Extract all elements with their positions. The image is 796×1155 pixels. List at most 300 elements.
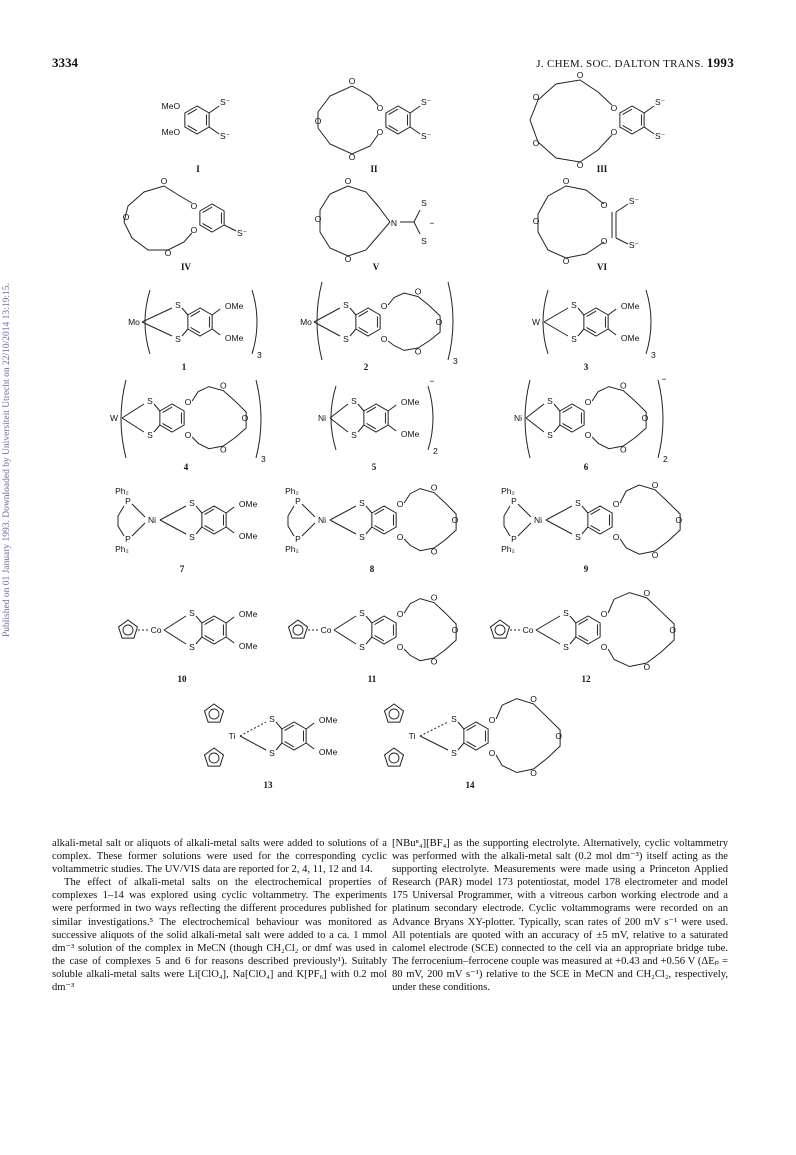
bond-line bbox=[526, 404, 544, 418]
bond-line bbox=[226, 637, 234, 643]
atom-label: O bbox=[396, 642, 404, 652]
bond-line bbox=[367, 407, 376, 412]
atom-label: S bbox=[359, 608, 365, 618]
bond-line bbox=[203, 223, 212, 228]
atom-label: − bbox=[429, 218, 435, 228]
bond-line bbox=[132, 504, 145, 517]
atom-label: S bbox=[269, 748, 275, 758]
atom-label: Ni bbox=[147, 515, 157, 525]
atom-label: S bbox=[343, 300, 349, 310]
atom-label: S⁻ bbox=[421, 131, 432, 141]
atom-label: O bbox=[651, 479, 659, 490]
bond-line bbox=[224, 225, 236, 231]
atom-label: N bbox=[390, 218, 398, 228]
atom-label: S bbox=[575, 532, 581, 542]
benzene-ring bbox=[620, 106, 644, 134]
bond-line bbox=[578, 329, 584, 336]
atom-label: S bbox=[351, 430, 357, 440]
atom-label: O bbox=[380, 334, 388, 344]
atom-label: Ph₂ bbox=[285, 486, 299, 496]
atom-label: 2 bbox=[663, 454, 668, 464]
atom-label: P bbox=[125, 496, 131, 506]
ring-chain bbox=[320, 186, 390, 256]
bond-line bbox=[536, 630, 560, 644]
atom-label: O bbox=[600, 609, 608, 619]
cyclopentadienyl-ring bbox=[389, 709, 399, 719]
atom-label: Co bbox=[522, 625, 534, 635]
atom-label: O bbox=[314, 116, 322, 126]
bracket bbox=[543, 290, 548, 354]
ring-chain bbox=[504, 506, 510, 536]
bond-line bbox=[389, 109, 398, 114]
atom-label: O bbox=[348, 76, 356, 86]
bond-line bbox=[160, 506, 186, 520]
bond-line bbox=[579, 619, 588, 624]
atom-label: S bbox=[269, 714, 275, 724]
atom-label: S bbox=[351, 396, 357, 406]
bond-line bbox=[570, 616, 576, 623]
compound-label: VI bbox=[596, 262, 608, 272]
atom-label: S bbox=[147, 396, 153, 406]
atom-label: O bbox=[190, 225, 198, 235]
compound-label: 7 bbox=[179, 564, 185, 574]
bond-line bbox=[526, 418, 544, 432]
atom-label: O bbox=[610, 103, 618, 113]
bond-line bbox=[205, 509, 214, 514]
bond-line bbox=[420, 722, 448, 736]
atom-label: O bbox=[600, 236, 608, 246]
ring-chain bbox=[118, 506, 124, 536]
ring-chain bbox=[288, 506, 294, 536]
atom-label: O bbox=[620, 380, 627, 391]
atom-label: S⁻ bbox=[655, 131, 666, 141]
bond-line bbox=[163, 407, 172, 412]
atom-label: S bbox=[175, 334, 181, 344]
bond-line bbox=[546, 506, 572, 520]
benzene-ring bbox=[576, 616, 600, 644]
bond-line bbox=[375, 509, 384, 514]
benzene-ring bbox=[372, 616, 396, 644]
atom-label: Co bbox=[150, 625, 162, 635]
atom-label: O bbox=[430, 656, 438, 667]
benzene-ring bbox=[356, 308, 380, 336]
bond-line bbox=[203, 207, 212, 212]
atom-label: Ni bbox=[513, 413, 523, 423]
compound-label: 9 bbox=[583, 564, 589, 574]
atom-label: S bbox=[421, 198, 427, 208]
bond-line bbox=[458, 743, 464, 750]
bond-line bbox=[330, 506, 356, 520]
atom-label: S⁻ bbox=[220, 97, 231, 107]
atom-label: O bbox=[488, 715, 496, 725]
bond-line bbox=[420, 736, 448, 750]
bond-line bbox=[306, 723, 314, 729]
compound-label: 13 bbox=[263, 780, 273, 790]
atom-label: O bbox=[641, 413, 649, 423]
atom-label: O bbox=[651, 549, 659, 560]
bond-line bbox=[285, 741, 294, 746]
atom-label: S⁻ bbox=[237, 228, 248, 238]
bond-line bbox=[608, 329, 616, 335]
atom-label: O bbox=[344, 176, 352, 186]
bond-line bbox=[209, 127, 219, 134]
compound-label: 5 bbox=[371, 462, 377, 472]
bond-line bbox=[350, 308, 356, 315]
benzene-ring bbox=[200, 204, 224, 232]
atom-label: O bbox=[643, 587, 651, 598]
atom-label: Co bbox=[320, 625, 332, 635]
compound-label: 10 bbox=[177, 674, 187, 684]
bond-line bbox=[191, 327, 200, 332]
atom-label: Ph₂ bbox=[501, 544, 515, 554]
bond-line bbox=[285, 725, 294, 730]
bracket bbox=[331, 386, 336, 450]
bond-line bbox=[330, 520, 356, 534]
page-number: 3334 bbox=[52, 55, 78, 70]
atom-label: O bbox=[562, 256, 570, 266]
bond-line bbox=[644, 127, 654, 134]
bond-line bbox=[366, 637, 372, 644]
bond-line bbox=[314, 308, 340, 322]
bracket bbox=[145, 290, 150, 354]
atom-label: O bbox=[164, 248, 172, 258]
bond-line bbox=[623, 125, 632, 130]
atom-label: OMe bbox=[620, 333, 640, 343]
bond-line bbox=[579, 635, 588, 640]
compound-label: III bbox=[596, 164, 608, 174]
ring-chain bbox=[404, 599, 456, 661]
atom-label: S bbox=[547, 396, 553, 406]
atom-label: O bbox=[555, 731, 563, 741]
bond-line bbox=[350, 329, 356, 336]
bond-line bbox=[554, 425, 560, 432]
atom-label: Mo bbox=[128, 317, 140, 327]
atom-label: O bbox=[532, 138, 540, 148]
atom-label: O bbox=[430, 482, 438, 493]
compound-label: 12 bbox=[581, 674, 591, 684]
atom-label: P bbox=[295, 496, 301, 506]
bond-line bbox=[154, 404, 160, 411]
atom-label: S bbox=[189, 498, 195, 508]
atom-label: O bbox=[530, 693, 537, 704]
atom-label: O bbox=[160, 176, 168, 186]
atom-label: S bbox=[563, 642, 569, 652]
bond-line bbox=[163, 423, 172, 428]
atom-label: O bbox=[190, 201, 198, 211]
atom-label: OMe bbox=[318, 747, 338, 757]
atom-label: O bbox=[414, 286, 422, 297]
bond-line bbox=[209, 106, 219, 113]
compound-label: 3 bbox=[583, 362, 589, 372]
atom-label: OMe bbox=[238, 641, 258, 651]
atom-label: O bbox=[430, 592, 438, 603]
ring-chain bbox=[530, 80, 612, 162]
atom-label: O bbox=[314, 214, 322, 224]
bond-line bbox=[563, 407, 572, 412]
bond-line bbox=[536, 616, 560, 630]
atom-label: O bbox=[414, 346, 422, 357]
atom-label: O bbox=[220, 444, 227, 455]
bond-line bbox=[212, 329, 220, 335]
bond-line bbox=[570, 637, 576, 644]
atom-label: − bbox=[429, 376, 435, 386]
bond-line bbox=[334, 630, 356, 644]
compound-label: I bbox=[196, 164, 200, 174]
ring-chain bbox=[608, 593, 674, 667]
bond-line bbox=[563, 423, 572, 428]
bond-line bbox=[334, 616, 356, 630]
bond-line bbox=[375, 619, 384, 624]
cyclopentadienyl-ring bbox=[209, 753, 219, 763]
atom-label: O bbox=[122, 212, 130, 222]
bond-line bbox=[205, 525, 214, 530]
bond-line bbox=[410, 106, 420, 113]
bond-line bbox=[591, 509, 600, 514]
atom-label: S⁻ bbox=[628, 240, 640, 250]
bond-line bbox=[375, 635, 384, 640]
bond-line bbox=[587, 311, 596, 316]
bond-line bbox=[188, 109, 197, 114]
atom-label: S⁻ bbox=[655, 97, 666, 107]
atom-label: O bbox=[600, 642, 608, 652]
bond-line bbox=[578, 308, 584, 315]
bond-line bbox=[302, 504, 315, 517]
bond-line bbox=[414, 210, 420, 222]
atom-label: O bbox=[532, 216, 540, 226]
compound-label: II bbox=[370, 164, 378, 174]
atom-label: S bbox=[359, 532, 365, 542]
atom-label: O bbox=[451, 515, 459, 525]
bracket bbox=[428, 386, 433, 450]
atom-label: S bbox=[451, 714, 457, 724]
atom-label: − bbox=[661, 374, 667, 384]
bond-line bbox=[191, 311, 200, 316]
atom-label: O bbox=[344, 254, 352, 264]
bond-line bbox=[358, 404, 364, 411]
atom-label: O bbox=[669, 625, 676, 635]
bond-line bbox=[388, 425, 396, 431]
bracket bbox=[658, 380, 663, 458]
atom-label: O bbox=[396, 499, 404, 509]
atom-label: S⁻ bbox=[220, 131, 231, 141]
atom-label: OMe bbox=[620, 301, 640, 311]
atom-label: S⁻ bbox=[628, 196, 640, 206]
compound-label: 2 bbox=[363, 362, 369, 372]
bond-line bbox=[644, 106, 654, 113]
bond-line bbox=[205, 619, 214, 624]
bond-line bbox=[226, 527, 234, 533]
atom-label: Ph₂ bbox=[115, 544, 129, 554]
ring-chain bbox=[318, 86, 378, 154]
benzene-ring bbox=[282, 722, 306, 750]
cyclopentadienyl-ring bbox=[495, 625, 505, 635]
benzene-ring bbox=[188, 308, 212, 336]
bond-line bbox=[154, 425, 160, 432]
atom-label: O bbox=[184, 430, 192, 440]
bond-line bbox=[587, 327, 596, 332]
compound-label: 8 bbox=[369, 564, 375, 574]
bond-line bbox=[608, 309, 616, 315]
bond-line bbox=[196, 506, 202, 513]
atom-label: O bbox=[376, 127, 384, 137]
bond-line bbox=[132, 523, 145, 536]
atom-label: O bbox=[396, 609, 404, 619]
bond-line bbox=[330, 418, 348, 432]
atom-label: S⁻ bbox=[421, 97, 432, 107]
compound-label: 1 bbox=[181, 362, 187, 372]
compound-label: IV bbox=[180, 262, 192, 272]
atom-label: O bbox=[430, 546, 438, 557]
atom-label: Ni bbox=[317, 413, 327, 423]
atom-label: S bbox=[421, 236, 427, 246]
atom-label: O bbox=[610, 127, 618, 137]
benzene-ring bbox=[364, 404, 388, 432]
benzene-ring bbox=[588, 506, 612, 534]
atom-label: OMe bbox=[400, 397, 420, 407]
bond-line bbox=[226, 617, 234, 623]
atom-label: Ph₂ bbox=[285, 544, 299, 554]
bond-line bbox=[518, 523, 531, 536]
atom-label: O bbox=[348, 152, 356, 162]
atom-label: Ti bbox=[408, 731, 416, 741]
ring-chain bbox=[592, 387, 646, 449]
ring-chain bbox=[124, 186, 192, 250]
atom-label: O bbox=[488, 748, 496, 758]
compound-label: 4 bbox=[183, 462, 189, 472]
bond-line bbox=[554, 404, 560, 411]
cyclopentadienyl-ring bbox=[123, 625, 133, 635]
atom-label: S bbox=[189, 608, 195, 618]
atom-label: OMe bbox=[318, 715, 338, 725]
atom-label: O bbox=[376, 103, 384, 113]
bond-line bbox=[616, 204, 628, 212]
atom-label: P bbox=[511, 496, 517, 506]
atom-label: O bbox=[643, 661, 651, 672]
bond-line bbox=[164, 616, 186, 630]
atom-label: W bbox=[109, 413, 119, 423]
atom-label: O bbox=[620, 444, 627, 455]
paragraph: [NBuⁿ₄][BF₄] as the supporting electrolyte. Alternatively, cyclic voltammetry was performed with the alkali-metal salt (0.2 mol dm⁻³) itself acting as the supporting electrolyte. Measurements were made using a Princeton Applied Research (PAR) model 173 potentiostat, model 178 electrometer and model 175 Universal Programmer, with a vitreous carbon working electrode and a platinum secondary electrode. Cyclic voltammograms were recorded on an Advance Bryans XY-plotter. Typically, scan rates of 200 mV s⁻¹ were used. All potentials are quoted with an accuracy of ±5 mV, relative to a saturated calomel electrode (SCE) connected to the cell via an appropriate bridge tube. The ferrocenium–ferrocene couple was measured at +0.43 and +0.56 V (ΔEₚ = 80 mV, 200 mV s⁻¹) relative to the SCE in MeCN and CH₂Cl₂, respectively, under these conditions. bbox=[392, 838, 728, 994]
atom-label: S bbox=[189, 532, 195, 542]
atom-label: S bbox=[175, 300, 181, 310]
benzene-ring bbox=[560, 404, 584, 432]
bond-line bbox=[196, 527, 202, 534]
body-column-right bbox=[392, 837, 728, 994]
bond-line bbox=[582, 506, 588, 513]
atom-label: MeO bbox=[161, 127, 181, 137]
bond-line bbox=[122, 418, 144, 432]
bond-line bbox=[160, 520, 186, 534]
benzene-ring bbox=[584, 308, 608, 336]
bond-line bbox=[142, 322, 172, 336]
bond-line bbox=[414, 222, 420, 234]
bracket bbox=[252, 290, 257, 354]
atom-label: O bbox=[184, 397, 192, 407]
cyclopentadienyl-ring bbox=[389, 753, 399, 763]
cyclopentadienyl-ring bbox=[293, 625, 303, 635]
atom-label: O bbox=[532, 92, 540, 102]
bond-line bbox=[546, 520, 572, 534]
atom-label: OMe bbox=[224, 333, 244, 343]
atom-label: OMe bbox=[238, 499, 258, 509]
atom-label: Ph₂ bbox=[501, 486, 515, 496]
atom-label: O bbox=[220, 380, 227, 391]
atom-label: O bbox=[576, 70, 584, 80]
atom-label: O bbox=[612, 532, 620, 542]
atom-label: 3 bbox=[651, 350, 656, 360]
bond-line bbox=[544, 322, 568, 336]
bond-line bbox=[389, 125, 398, 130]
benzene-ring bbox=[464, 722, 488, 750]
atom-label: S bbox=[359, 498, 365, 508]
atom-label: S bbox=[563, 608, 569, 618]
compound-label: 11 bbox=[367, 674, 377, 684]
atom-label: O bbox=[576, 160, 584, 170]
atom-label: Ni bbox=[317, 515, 327, 525]
atom-label: 3 bbox=[453, 356, 458, 366]
atom-label: O bbox=[435, 317, 443, 327]
ring-chain bbox=[388, 293, 440, 350]
bond-line bbox=[458, 722, 464, 729]
benzene-ring bbox=[202, 616, 226, 644]
atom-label: S bbox=[359, 642, 365, 652]
bond-line bbox=[375, 525, 384, 530]
bond-line bbox=[410, 127, 420, 134]
bracket bbox=[256, 380, 261, 458]
benzene-ring bbox=[372, 506, 396, 534]
bracket bbox=[448, 282, 453, 360]
atom-label: O bbox=[241, 413, 249, 423]
atom-label: S bbox=[189, 642, 195, 652]
atom-label: OMe bbox=[238, 531, 258, 541]
atom-label: S bbox=[571, 334, 577, 344]
bond-line bbox=[366, 506, 372, 513]
bracket bbox=[646, 290, 651, 354]
bond-line bbox=[467, 725, 476, 730]
atom-label: OMe bbox=[400, 429, 420, 439]
atom-label: Ph₂ bbox=[115, 486, 129, 496]
ring-chain bbox=[496, 699, 563, 773]
bond-line bbox=[276, 743, 282, 750]
bracket bbox=[317, 282, 322, 360]
bond-line bbox=[366, 527, 372, 534]
bond-line bbox=[544, 308, 568, 322]
cyclopentadienyl-ring bbox=[209, 709, 219, 719]
bond-line bbox=[591, 525, 600, 530]
bond-line bbox=[467, 741, 476, 746]
atom-label: 3 bbox=[257, 350, 262, 360]
atom-label: P bbox=[295, 534, 301, 544]
atom-label: OMe bbox=[238, 609, 258, 619]
atom-label: O bbox=[562, 176, 570, 186]
paragraph: alkali-metal salt or aliquots of alkali-metal salts were added to solutions of a complex. These former solutions were used for the corresponding cyclic voltammetric studies. The UV/VIS data are reported for 2, 4, 11, 12 and 14. bbox=[52, 838, 387, 876]
atom-label: O bbox=[584, 430, 592, 440]
atom-label: 3 bbox=[261, 454, 266, 464]
download-notice: Published on 01 January 1993. Downloaded by Universiteit Utrecht on 22/10/2014 13:19:15. bbox=[2, 283, 12, 637]
ring-chain bbox=[404, 489, 456, 551]
bond-line bbox=[367, 423, 376, 428]
atom-label: O bbox=[396, 532, 404, 542]
compound-label: 6 bbox=[583, 462, 589, 472]
bond-line bbox=[359, 311, 368, 316]
bond-line bbox=[518, 504, 531, 517]
atom-label: O bbox=[675, 515, 683, 525]
bond-line bbox=[240, 722, 266, 736]
bond-line bbox=[276, 722, 282, 729]
atom-label: S bbox=[571, 300, 577, 310]
bond-line bbox=[240, 736, 266, 750]
ring-chain bbox=[620, 485, 683, 554]
